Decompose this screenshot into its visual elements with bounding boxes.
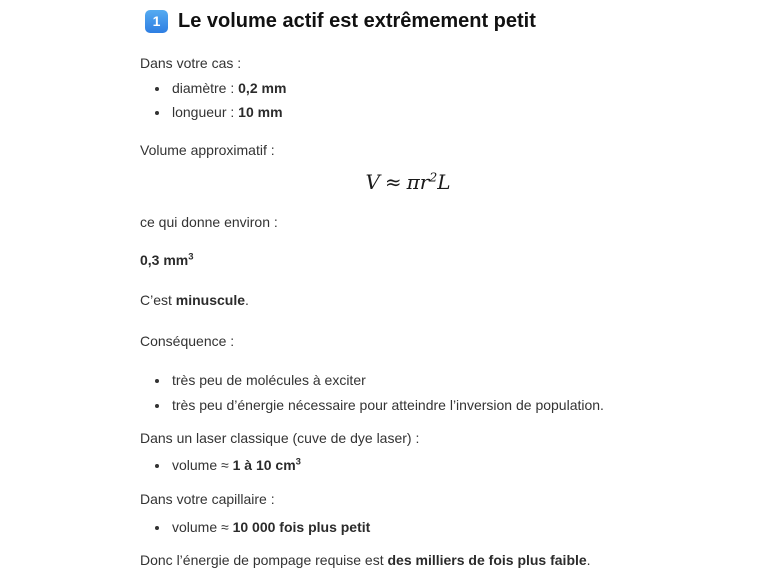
list-item-text: très peu d’énergie nécessaire pour atteindre l’inversion de population. [172, 397, 604, 413]
list-item-bold: 1 à 10 cm [232, 457, 296, 473]
conclusion-pre: Donc l’énergie de pompage requise est [140, 552, 388, 568]
classic-volume-list [140, 455, 620, 476]
conclusion-bold: des milliers de fois plus faible [387, 552, 587, 568]
paragraph-volume: Volume approximatif : [140, 142, 275, 158]
list-item [170, 102, 620, 123]
paragraph-conclusion [140, 550, 620, 571]
result-bold-sup [188, 252, 193, 268]
tiny-pre: C’est [140, 292, 176, 308]
list-item-bold: 10 000 fois plus petit [232, 519, 371, 535]
paragraph-consequence: Conséquence : [140, 333, 235, 349]
superscript: 3 [188, 251, 194, 263]
list-item-bold: 10 mm [238, 104, 283, 120]
paragraph-tiny [140, 290, 620, 311]
tiny-bold: minuscule [175, 292, 246, 308]
result-bold: 0,3 mm [140, 252, 189, 268]
list-item-text: volume ≈ [172, 519, 233, 535]
list-item-bold: 0,2 mm [238, 80, 287, 96]
superscript: 3 [295, 456, 301, 468]
paragraph-capillary: Dans votre capillaire : [140, 491, 275, 507]
conclusion-post: . [586, 552, 591, 568]
list-item-bold-sup [296, 457, 301, 473]
formula-relation: ≈ [384, 170, 402, 194]
list-item [170, 395, 620, 416]
section-title: Le volume actif est extrêmement petit [178, 10, 536, 32]
list-item-text: diamètre : [172, 80, 239, 96]
section-heading [145, 8, 620, 35]
paragraph-classic: Dans un laser classique (cuve de dye laser) : [140, 430, 420, 446]
paragraph-intro: Dans votre cas : [140, 55, 242, 71]
consequences-list [140, 370, 620, 416]
formula-pi-r: πr [406, 170, 430, 194]
tiny-post: . [245, 292, 249, 308]
keycap-1-icon: 1 [145, 10, 168, 33]
list-item-text: très peu de molécules à exciter [172, 372, 366, 388]
dimensions-list [140, 78, 620, 123]
paragraph-gives: ce qui donne environ : [140, 214, 278, 230]
list-item [170, 370, 620, 391]
formula-exponent: 2 [429, 169, 438, 185]
capillary-volume-list [140, 517, 620, 538]
math-formula [140, 169, 620, 196]
list-item-text: volume ≈ [172, 457, 233, 473]
formula-lhs: V [365, 170, 380, 194]
formula-length-var: L [437, 170, 451, 194]
list-item [170, 517, 620, 538]
paragraph-result [140, 250, 620, 271]
list-item [170, 78, 620, 99]
list-item [170, 455, 620, 476]
list-item-text: longueur : [172, 104, 239, 120]
